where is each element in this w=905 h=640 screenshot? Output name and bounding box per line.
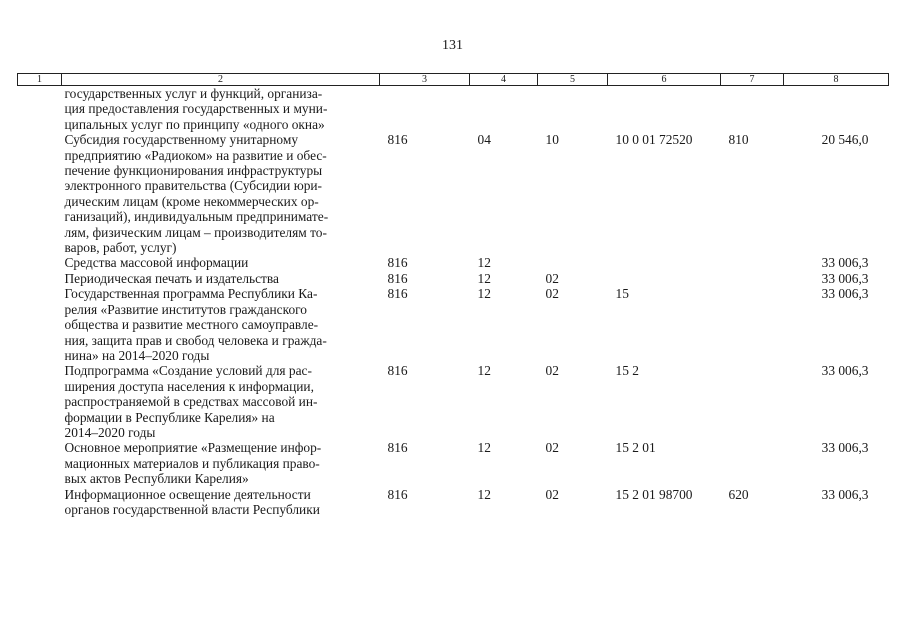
amount: 33 006,3: [821, 440, 869, 456]
item-name: Подпрограмма «Создание условий для рас- ширения доступа населения к информации, распространяемой в средствах массовой ин- формации в Республике Карелия» на 2014–2020 годы: [64, 363, 318, 440]
code-ministry: 816: [387, 363, 408, 379]
header-col-2: 2: [62, 74, 380, 86]
code-subsection: 02: [545, 286, 559, 302]
code-expense-type: 620: [728, 486, 749, 502]
table-row: [18, 363, 889, 440]
item-name: Периодическая печать и издательства: [64, 270, 279, 286]
header-col-6: 6: [608, 74, 721, 86]
row-number-cell: [18, 440, 62, 486]
row-number-cell: [18, 286, 62, 363]
table-body: [18, 86, 889, 518]
code-expense-type: [721, 286, 784, 363]
budget-table: [17, 73, 889, 517]
table-row: [18, 271, 889, 286]
header-col-8: 8: [784, 74, 889, 86]
code-ministry: 816: [387, 132, 408, 148]
item-name: Основное мероприятие «Размещение инфор- мационных материалов и публикация право- вых актов Республики Карелия»: [64, 440, 322, 487]
header-col-1: 1: [18, 74, 62, 86]
code-target-article: 15 2: [615, 363, 639, 379]
code-subsection: 02: [545, 440, 559, 456]
code-target-article: 15 2 01: [615, 440, 656, 456]
code-expense-type: [721, 440, 784, 486]
table-row: [18, 255, 889, 270]
code-ministry: 816: [387, 440, 408, 456]
amount: [784, 86, 889, 133]
code-ministry: 816: [387, 270, 408, 286]
item-name: Государственная программа Республики Ка- релия «Развитие институтов гражданского общества и развитие местного самоуправле- ния, защита прав и свобод человека и гражда- нина» на 2014–2020 годы: [64, 286, 327, 363]
page-number: 131: [442, 38, 463, 53]
code-subsection: [538, 255, 608, 270]
amount: 33 006,3: [821, 255, 869, 271]
table-header: [18, 74, 889, 86]
code-ministry: 816: [387, 255, 408, 271]
table-row: [18, 487, 889, 518]
code-section: [470, 86, 538, 133]
amount: 33 006,3: [821, 363, 869, 379]
header-col-4: 4: [470, 74, 538, 86]
amount: 20 546,0: [821, 132, 869, 148]
code-target-article: 15 2 01 98700: [615, 486, 693, 502]
row-number-cell: [18, 487, 62, 518]
code-section: 12: [477, 255, 491, 271]
amount: 33 006,3: [821, 286, 869, 302]
item-name: Средства массовой информации: [64, 255, 249, 271]
code-subsection: [538, 86, 608, 133]
code-section: 12: [477, 440, 491, 456]
table-row: [18, 86, 889, 133]
row-number-cell: [18, 86, 62, 133]
code-expense-type: [721, 363, 784, 440]
item-name: Информационное освещение деятельности органов государственной власти Республики: [64, 486, 320, 517]
row-number-cell: [18, 255, 62, 270]
header-col-3: 3: [380, 74, 470, 86]
code-section: 12: [477, 286, 491, 302]
code-ministry: 816: [387, 286, 408, 302]
code-expense-type: [721, 271, 784, 286]
code-subsection: 10: [545, 132, 559, 148]
code-subsection: 02: [545, 363, 559, 379]
header-col-5: 5: [538, 74, 608, 86]
code-target-article: [608, 271, 721, 286]
item-name: государственных услуг и функций, организа- ция предоставления государственных и муни- ципальных услуг по принципу «одного окна»: [64, 86, 328, 132]
code-expense-type: [721, 255, 784, 270]
code-ministry: [380, 86, 470, 133]
code-subsection: 02: [545, 486, 559, 502]
code-section: 12: [477, 363, 491, 379]
code-target-article: [608, 86, 721, 133]
code-expense-type: [721, 86, 784, 133]
row-number-cell: [18, 132, 62, 255]
code-section: 12: [477, 486, 491, 502]
amount: 33 006,3: [821, 270, 869, 286]
table-row: [18, 132, 889, 255]
row-number-cell: [18, 363, 62, 440]
header-row: [18, 74, 889, 86]
header-col-7: 7: [721, 74, 784, 86]
code-subsection: 02: [545, 270, 559, 286]
code-target-article: 15: [615, 286, 629, 302]
code-section: 04: [477, 132, 491, 148]
code-ministry: 816: [387, 486, 408, 502]
code-target-article: 10 0 01 72520: [615, 132, 693, 148]
code-target-article: [608, 255, 721, 270]
table-row: [18, 440, 889, 486]
table-row: [18, 286, 889, 363]
item-name: Субсидия государственному унитарному предприятию «Радиоком» на развитие и обес- печение функционирования инфраструктуры электронного правительства (Субсидии юри- дическим лицам (кроме некоммерческих ор- ганизаций), индивидуальным предпринимате- лям, физическим лицам – производителям то- варов, работ, услуг): [64, 132, 329, 256]
row-number-cell: [18, 271, 62, 286]
code-section: 12: [477, 270, 491, 286]
code-expense-type: 810: [728, 132, 749, 148]
amount: 33 006,3: [821, 486, 869, 502]
